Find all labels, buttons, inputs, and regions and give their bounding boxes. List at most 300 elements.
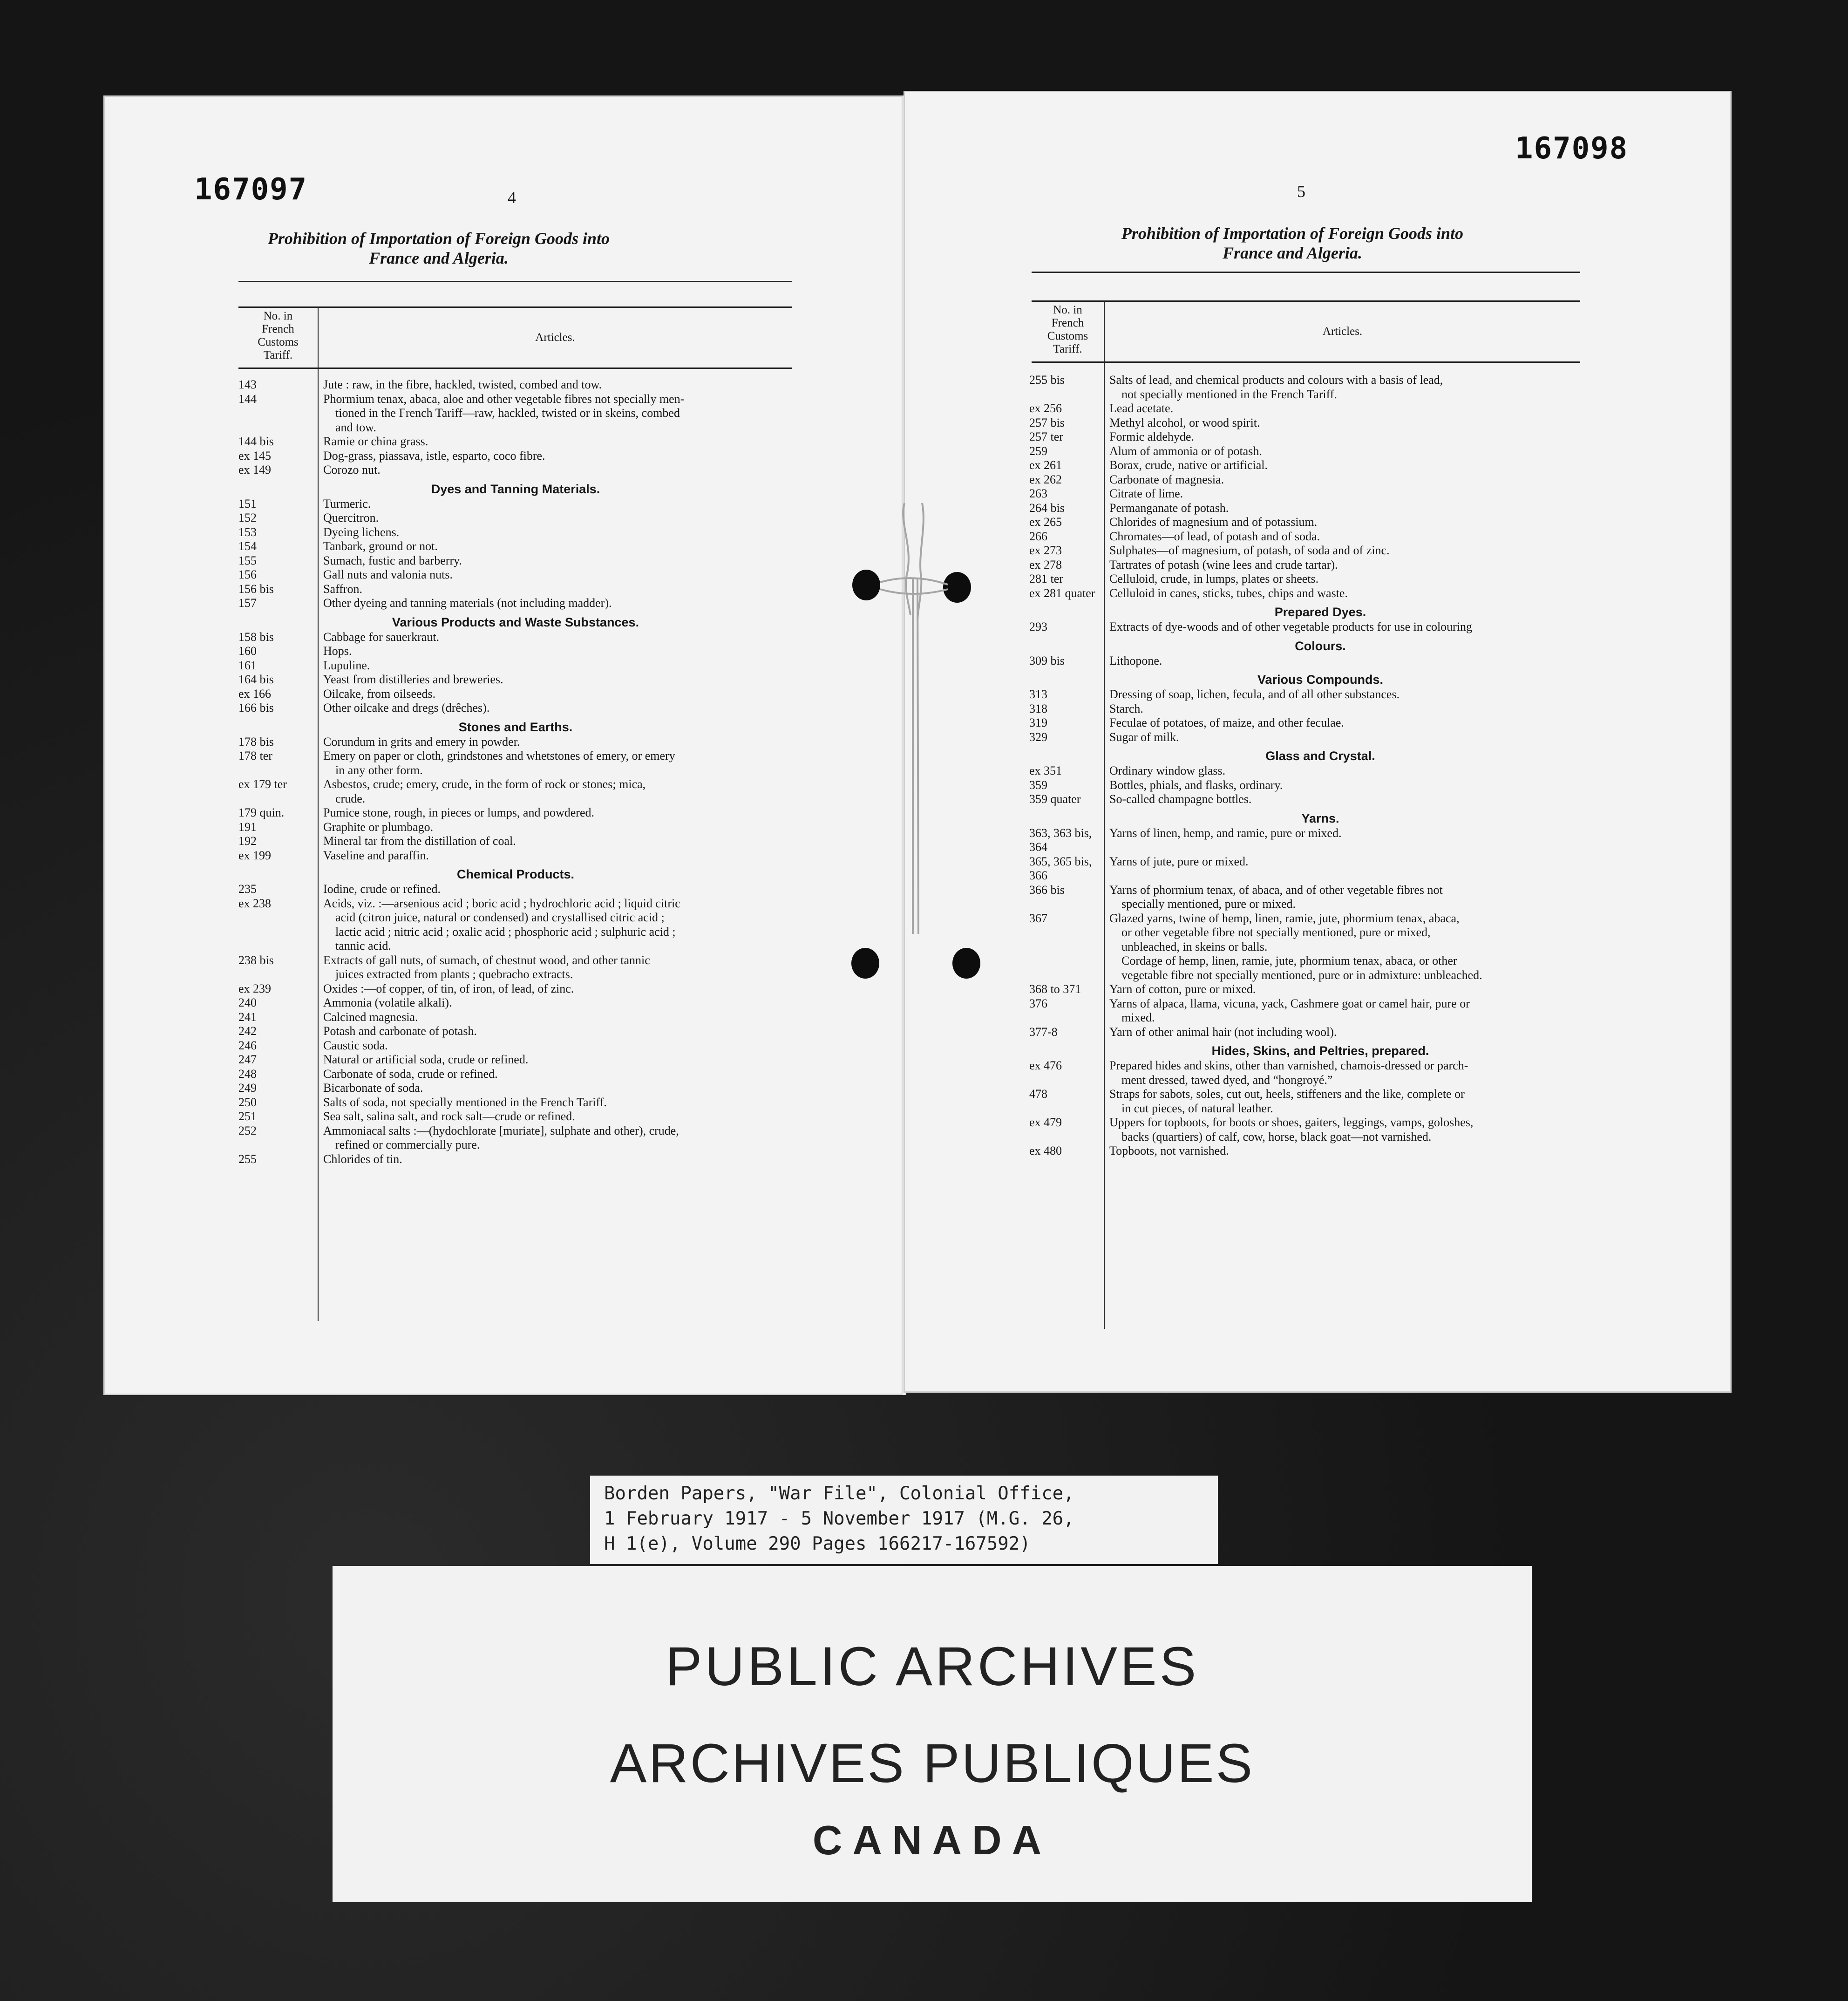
article-line: Formic aldehyde. — [1109, 430, 1194, 443]
article-line: Cabbage for sauerkraut. — [323, 630, 440, 644]
tariff-row — [238, 630, 793, 645]
tariff-number: 153 — [238, 525, 257, 539]
article-description — [319, 525, 793, 540]
header-no-line: French — [1051, 317, 1084, 329]
tariff-number: 263 — [1029, 487, 1047, 500]
tariff-row — [1029, 1087, 1611, 1116]
article-description — [319, 1152, 793, 1167]
tariff-number: 242 — [238, 1024, 257, 1038]
tariff-number: ex 238 — [238, 896, 272, 910]
article-line: Asbestos, crude; emery, crude, in the form of rock or stones; mica, — [323, 777, 646, 791]
article-line: specially mentioned, pure or mixed. — [1121, 897, 1296, 911]
article-description — [1105, 487, 1611, 501]
tariff-row — [238, 806, 793, 820]
tariff-row — [238, 596, 793, 611]
article-line: Chromates—of lead, of potash and of soda. — [1109, 529, 1320, 543]
article-description — [319, 820, 793, 835]
tariff-number: 255 bis — [1029, 373, 1065, 387]
tariff-number: 367 — [1029, 911, 1047, 925]
article-line: Borax, crude, native or artificial. — [1109, 458, 1268, 472]
article-line: Caustic soda. — [323, 1038, 388, 1052]
section-heading: Various Products and Waste Substances. — [392, 615, 639, 629]
article-description — [1105, 373, 1611, 402]
article-description — [319, 849, 793, 863]
article-line: in cut pieces, of natural leather. — [1121, 1101, 1273, 1115]
article-description — [1105, 501, 1611, 516]
article-line: Mineral tar from the distillation of coal. — [323, 834, 516, 848]
tariff-row — [238, 1096, 793, 1110]
right-page-number: 5 — [1297, 182, 1305, 201]
tariff-row — [238, 582, 793, 597]
article-line: Emery on paper or cloth, grindstones and whetstones of emery, or emery — [323, 749, 675, 762]
tariff-row — [1029, 530, 1611, 544]
citation-line: Borden Papers, "War File", Colonial Office, — [604, 1483, 1074, 1504]
tariff-row — [1029, 997, 1611, 1025]
article-line: ment dressed, tawed dyed, and “hongroyé.” — [1121, 1073, 1333, 1087]
right-running-title — [1060, 224, 1525, 263]
tariff-row — [238, 1053, 793, 1067]
tariff-row — [1029, 558, 1611, 572]
article-line: Carbonate of soda, crude or refined. — [323, 1067, 498, 1081]
tariff-number: 178 bis — [238, 735, 274, 749]
article-line: Cordage of hemp, linen, ramie, jute, phormium tenax, abaca, or other — [1121, 954, 1457, 967]
article-description — [1105, 654, 1611, 668]
tariff-number: 365, 365 bis, 366 — [1029, 854, 1092, 882]
tariff-row — [1029, 702, 1611, 716]
article-description — [1105, 444, 1611, 459]
article-line: refined or commercially pure. — [335, 1138, 480, 1151]
tariff-row — [238, 525, 793, 540]
tariff-number: 151 — [238, 497, 257, 510]
article-description — [319, 749, 793, 777]
tariff-row — [238, 449, 793, 463]
article-line: acid (citron juice, natural or condensed) and crystallised citric acid ; — [335, 911, 665, 924]
article-line: Yarns of phormium tenax, of abaca, and of other vegetable fibres not — [1109, 883, 1443, 897]
article-description — [319, 659, 793, 673]
left-title-line1: Prohibition of Importation of Foreign Goods into — [267, 229, 610, 248]
article-description — [1105, 855, 1611, 883]
tariff-row — [238, 1024, 793, 1039]
tariff-number: 251 — [238, 1109, 257, 1123]
tariff-number: 156 — [238, 568, 257, 581]
tariff-number: 377-8 — [1029, 1025, 1058, 1039]
tariff-row — [238, 953, 793, 982]
article-line: tannic acid. — [335, 939, 391, 953]
tariff-number: ex 261 — [1029, 458, 1062, 472]
section-heading: Chemical Products. — [456, 867, 575, 881]
article-line: Acids, viz. :—arsenious acid ; boric acid ; hydrochloric acid ; liquid citric — [323, 896, 680, 910]
article-line: Dog-grass, piassava, istle, esparto, coco fibre. — [323, 449, 545, 463]
article-description — [1105, 716, 1611, 730]
article-description — [1105, 1025, 1611, 1040]
tariff-number: ex 262 — [1029, 472, 1062, 486]
article-description — [1105, 778, 1611, 793]
article-description — [319, 463, 793, 477]
article-line: and tow. — [335, 420, 376, 434]
article-line: vegetable fibre not specially mentioned, pure or in admixture: unbleached. — [1121, 968, 1482, 982]
tariff-number: 250 — [238, 1095, 257, 1109]
tariff-number: ex 351 — [1029, 764, 1062, 777]
header-no-line: Tariff. — [263, 349, 293, 361]
tariff-number: ex 480 — [1029, 1144, 1062, 1157]
article-line: Lupuline. — [323, 658, 370, 672]
article-line: Sea salt, salina salt, and rock salt—crude or refined. — [323, 1109, 575, 1123]
tariff-number: 164 bis — [238, 673, 274, 686]
article-line: Ramie or china grass. — [323, 435, 428, 448]
tariff-row — [1029, 487, 1611, 501]
article-description — [1105, 515, 1611, 530]
tariff-number: 179 quin. — [238, 806, 285, 819]
article-description — [1105, 544, 1611, 558]
article-description — [1105, 473, 1611, 487]
article-description — [319, 806, 793, 820]
tariff-number: 366 bis — [1029, 883, 1065, 897]
tariff-number: 359 quater — [1029, 792, 1081, 806]
left-title-line2: France and Algeria. — [369, 249, 509, 267]
right-header-articles: Articles. — [1322, 325, 1363, 338]
citation-line: H 1(e), Volume 290 Pages 166217-167592) — [604, 1533, 1031, 1554]
tariff-row — [238, 749, 793, 777]
tariff-row — [1029, 1059, 1611, 1087]
left-stamp-number: 167097 — [194, 172, 308, 207]
article-line: Corundum in grits and emery in powder. — [323, 735, 520, 749]
article-line: Natural or artificial soda, crude or refined. — [323, 1053, 529, 1066]
tariff-row — [1029, 572, 1611, 586]
article-line: unbleached, in skeins or balls. — [1121, 939, 1268, 953]
article-line: crude. — [335, 791, 366, 805]
tariff-number: 247 — [238, 1053, 257, 1066]
article-line: Sulphates—of magnesium, of potash, of soda and of zinc. — [1109, 544, 1390, 557]
article-line: Feculae of potatoes, of maize, and other feculae. — [1109, 716, 1344, 729]
right-header-no — [1032, 302, 1105, 361]
article-description — [1105, 702, 1611, 716]
tariff-number: 160 — [238, 644, 257, 658]
tariff-row — [1029, 473, 1611, 487]
article-line: Extracts of gall nuts, of sumach, of chestnut wood, and other tannic — [323, 953, 650, 967]
article-description — [319, 834, 793, 849]
article-description — [319, 1010, 793, 1025]
tariff-number: 318 — [1029, 701, 1047, 715]
article-line: Straps for sabots, soles, cut out, heels, stiffeners and the like, complete or — [1109, 1087, 1465, 1101]
tariff-row — [238, 497, 793, 511]
tariff-number: 158 bis — [238, 630, 274, 644]
article-description — [319, 630, 793, 645]
article-description — [319, 953, 793, 982]
tariff-row — [1029, 620, 1611, 634]
tariff-number: ex 256 — [1029, 402, 1062, 415]
tariff-number: 363, 363 bis, 364 — [1029, 826, 1092, 854]
tariff-number: 157 — [238, 596, 257, 610]
left-header-articles: Articles. — [535, 331, 575, 344]
tariff-number: 319 — [1029, 716, 1047, 729]
tariff-row — [1029, 826, 1611, 855]
tariff-row — [238, 435, 793, 449]
article-description — [319, 687, 793, 701]
tariff-number: 293 — [1029, 620, 1047, 633]
article-line: not specially mentioned in the French Tariff. — [1121, 387, 1337, 401]
tariff-row — [1029, 373, 1611, 402]
tariff-number: ex 278 — [1029, 558, 1062, 572]
article-line: Other oilcake and dregs (drêches). — [323, 701, 490, 715]
tariff-number: 266 — [1029, 529, 1047, 543]
article-description — [319, 568, 793, 582]
article-line: mixed. — [1121, 1011, 1155, 1024]
article-line: Corozo nut. — [323, 463, 380, 476]
tariff-row — [1029, 444, 1611, 459]
article-line: Sumach, fustic and barberry. — [323, 553, 462, 567]
tariff-number: 478 — [1029, 1087, 1047, 1101]
article-line: Gall nuts and valonia nuts. — [323, 568, 453, 581]
article-description — [1105, 1059, 1611, 1087]
article-line: Carbonate of magnesia. — [1109, 472, 1224, 486]
article-description — [319, 1109, 793, 1124]
article-line: Chlorides of magnesium and of potassium. — [1109, 515, 1318, 529]
tariff-number: 144 bis — [238, 435, 274, 448]
tariff-row — [1029, 792, 1611, 807]
tariff-number: 309 bis — [1029, 653, 1065, 667]
tariff-row — [1029, 883, 1611, 912]
article-description — [319, 554, 793, 568]
tariff-row — [1029, 778, 1611, 793]
archives-label-french: ARCHIVES PUBLIQUES — [610, 1733, 1255, 1794]
article-line: lactic acid ; nitric acid ; oxalic acid ; phosphoric acid ; sulphuric acid ; — [335, 925, 676, 939]
citation-strip — [590, 1476, 1218, 1564]
tariff-row — [1029, 730, 1611, 745]
tariff-number: 241 — [238, 1010, 257, 1024]
article-description — [319, 582, 793, 597]
tariff-row — [238, 735, 793, 749]
section-heading: Dyes and Tanning Materials. — [431, 482, 600, 496]
tariff-row — [1029, 544, 1611, 558]
article-line: Permanganate of potash. — [1109, 501, 1229, 515]
article-description — [319, 1024, 793, 1039]
article-line: tioned in the French Tariff—raw, hackled, twisted or in skeins, combed — [335, 406, 680, 420]
tariff-number: 166 bis — [238, 701, 274, 715]
article-line: Iodine, crude or refined. — [323, 882, 441, 896]
tariff-number: 161 — [238, 658, 257, 672]
tariff-row — [1029, 515, 1611, 530]
article-description — [319, 1081, 793, 1096]
article-description — [319, 1039, 793, 1053]
tariff-number: 156 bis — [238, 582, 274, 596]
tariff-number: 235 — [238, 882, 257, 896]
article-line: Other dyeing and tanning materials (not including madder). — [323, 596, 612, 610]
tariff-row — [238, 982, 793, 996]
article-description — [1105, 1116, 1611, 1144]
tariff-row — [238, 897, 793, 953]
article-description — [1105, 764, 1611, 778]
tariff-number: 191 — [238, 820, 257, 834]
article-line: Lead acetate. — [1109, 402, 1174, 415]
article-line: Tanbark, ground or not. — [323, 539, 438, 553]
tariff-number: ex 476 — [1029, 1059, 1062, 1072]
article-description — [319, 1053, 793, 1067]
article-description — [319, 449, 793, 463]
archives-label-english: PUBLIC ARCHIVES — [665, 1636, 1199, 1697]
tariff-number: 178 ter — [238, 749, 272, 762]
article-line: Potash and carbonate of potash. — [323, 1024, 477, 1038]
article-description — [319, 982, 793, 996]
article-line: Chlorides of tin. — [323, 1152, 402, 1166]
article-description — [1105, 416, 1611, 430]
article-line: Sugar of milk. — [1109, 730, 1179, 744]
tariff-row — [238, 673, 793, 687]
left-page-number: 4 — [508, 188, 516, 207]
left-page — [103, 95, 904, 1395]
article-line: Glazed yarns, twine of hemp, linen, ramie, jute, phormium tenax, abaca, — [1109, 911, 1460, 925]
article-description — [319, 435, 793, 449]
article-description — [1105, 572, 1611, 586]
header-no-line: French — [262, 323, 294, 335]
tariff-number: 155 — [238, 553, 257, 567]
article-description — [1105, 586, 1611, 601]
article-description — [1105, 620, 1611, 634]
tariff-number: ex 179 ter — [238, 777, 287, 791]
article-line: Yarns of jute, pure or mixed. — [1109, 854, 1249, 868]
article-line: Hops. — [323, 644, 352, 658]
tariff-number: 257 ter — [1029, 430, 1063, 443]
tariff-number: 152 — [238, 511, 257, 524]
tariff-row — [238, 1067, 793, 1082]
tariff-number: ex 273 — [1029, 544, 1062, 557]
tariff-row — [238, 511, 793, 525]
tariff-number: ex 199 — [238, 848, 272, 862]
tariff-number: ex 239 — [238, 981, 272, 995]
tariff-number: 143 — [238, 378, 257, 391]
article-description — [1105, 912, 1611, 983]
tariff-row — [238, 539, 793, 554]
tariff-row — [238, 554, 793, 568]
tariff-row — [1029, 764, 1611, 778]
tariff-row — [238, 687, 793, 701]
tariff-row — [238, 659, 793, 673]
article-description — [319, 378, 793, 392]
article-line: Celluloid, crude, in lumps, plates or sheets. — [1109, 572, 1319, 585]
article-line: Tartrates of potash (wine lees and crude tartar). — [1109, 558, 1338, 572]
article-description — [1105, 792, 1611, 807]
right-table-body — [1029, 373, 1611, 1158]
left-table-header — [238, 306, 792, 369]
article-description — [319, 1124, 793, 1152]
article-description — [1105, 430, 1611, 444]
tariff-row — [238, 1039, 793, 1053]
tariff-row — [238, 777, 793, 806]
tariff-row — [238, 392, 793, 435]
article-line: Prepared hides and skins, other than varnished, chamois-dressed or parch- — [1109, 1059, 1468, 1072]
tariff-number: 240 — [238, 996, 257, 1009]
tariff-number: 192 — [238, 834, 257, 848]
article-description — [319, 996, 793, 1010]
archives-label — [333, 1566, 1532, 1902]
article-description — [1105, 982, 1611, 997]
article-line: Yarn of other animal hair (not including wool). — [1109, 1025, 1337, 1039]
tariff-number: 329 — [1029, 730, 1047, 744]
article-line: backs (quartiers) of calf, cow, horse, black goat—not varnished. — [1121, 1130, 1432, 1143]
section-heading: Hides, Skins, and Peltries, prepared. — [1211, 1044, 1429, 1058]
article-description — [1105, 458, 1611, 473]
tariff-number: 257 bis — [1029, 415, 1065, 429]
article-description — [1105, 687, 1611, 702]
right-title-rule — [1032, 272, 1580, 273]
tariff-number: 238 bis — [238, 953, 274, 967]
tariff-row — [238, 1010, 793, 1025]
section-heading: Glass and Crystal. — [1265, 749, 1375, 763]
tariff-number: 249 — [238, 1081, 257, 1095]
header-no-line: No. in — [1053, 304, 1082, 316]
article-line: Oilcake, from oilseeds. — [323, 687, 436, 701]
tariff-number: ex 145 — [238, 449, 272, 463]
tariff-number: 252 — [238, 1123, 257, 1137]
tariff-row — [1029, 1144, 1611, 1158]
tariff-number: ex 149 — [238, 463, 272, 476]
archives-label-country: CANADA — [812, 1817, 1052, 1863]
tariff-row — [1029, 855, 1611, 883]
article-line: Quercitron. — [323, 511, 379, 524]
tariff-row — [238, 849, 793, 863]
tariff-row — [1029, 430, 1611, 444]
tariff-row — [238, 1081, 793, 1096]
article-line: Starch. — [1109, 701, 1143, 715]
tariff-number: 259 — [1029, 444, 1047, 458]
article-line: Phormium tenax, abaca, aloe and other vegetable fibres not specially men- — [323, 392, 685, 406]
tariff-row — [1029, 402, 1611, 416]
tariff-number: ex 281 quater — [1029, 586, 1095, 600]
article-line: or other vegetable fibre not specially mentioned, pure or mixed, — [1121, 926, 1431, 939]
article-description — [1105, 530, 1611, 544]
tariff-number: 144 — [238, 392, 257, 406]
article-line: Ammonia (volatile alkali). — [323, 996, 452, 1009]
tariff-row — [1029, 716, 1611, 730]
article-description — [1105, 826, 1611, 855]
header-no-line: No. in — [263, 310, 293, 322]
tariff-number: ex 265 — [1029, 515, 1062, 529]
header-no-line: Customs — [258, 336, 299, 348]
tariff-row — [238, 701, 793, 715]
left-table-body — [238, 378, 793, 1166]
article-description — [319, 735, 793, 749]
article-description — [319, 539, 793, 554]
left-title-rule — [238, 281, 792, 282]
article-line: Salts of lead, and chemical products and colours with a basis of lead, — [1109, 373, 1443, 387]
tariff-number: 313 — [1029, 687, 1047, 701]
article-line: Turmeric. — [323, 497, 371, 510]
tariff-row — [238, 463, 793, 477]
tariff-row — [238, 820, 793, 835]
article-description — [319, 1096, 793, 1110]
article-description — [1105, 402, 1611, 416]
article-description — [319, 644, 793, 659]
article-line: Graphite or plumbago. — [323, 820, 434, 834]
article-line: Uppers for topboots, for boots or shoes, gaiters, leggings, vamps, goloshes, — [1109, 1116, 1474, 1129]
right-stamp-number: 167098 — [1515, 131, 1629, 166]
article-line: Dyeing lichens. — [323, 525, 400, 539]
tariff-row — [1029, 654, 1611, 668]
article-description — [319, 882, 793, 897]
tariff-number: ex 479 — [1029, 1116, 1062, 1129]
left-running-title — [206, 229, 672, 268]
article-line: Alum of ammonia or of potash. — [1109, 444, 1262, 458]
header-no-line: Customs — [1047, 330, 1088, 342]
article-line: Vaseline and paraffin. — [323, 848, 429, 862]
section-heading: Various Compounds. — [1257, 673, 1384, 687]
right-page — [904, 91, 1732, 1393]
article-line: Citrate of lime. — [1109, 487, 1183, 500]
article-line: Bottles, phials, and flasks, ordinary. — [1109, 778, 1283, 792]
tariff-row — [238, 644, 793, 659]
tariff-number: 246 — [238, 1038, 257, 1052]
tariff-row — [238, 378, 793, 392]
article-description — [319, 497, 793, 511]
